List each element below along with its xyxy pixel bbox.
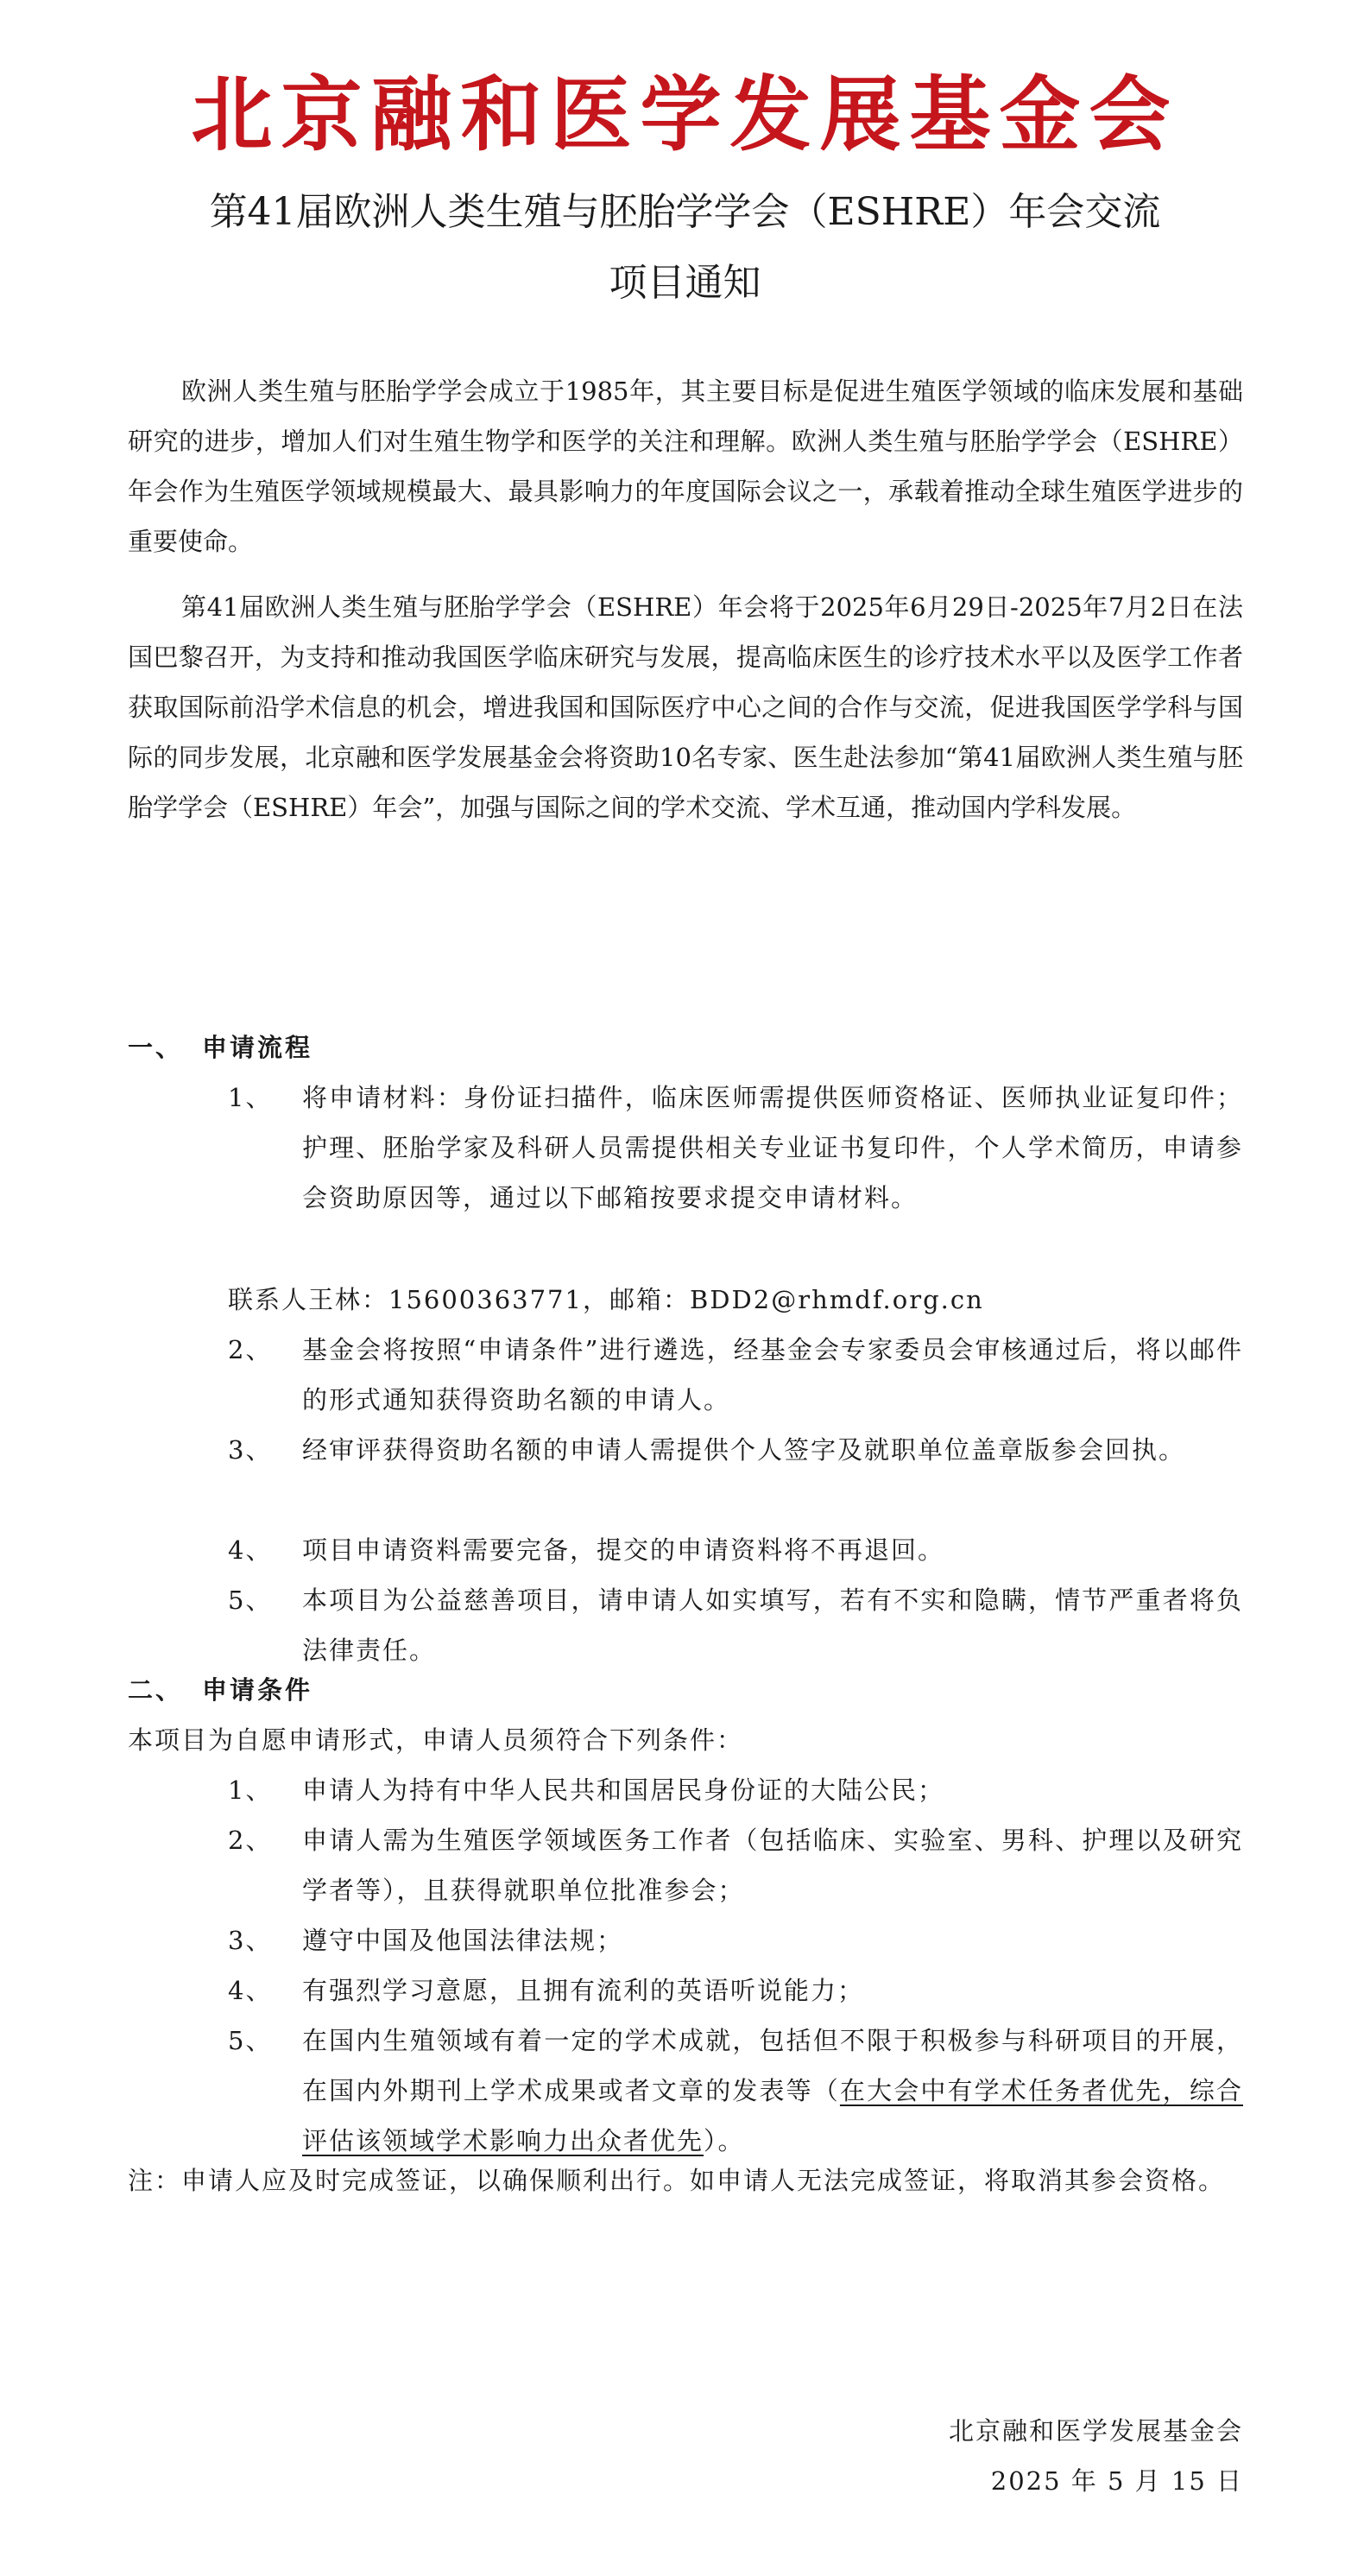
item-text-part: ）。 (704, 2126, 745, 2155)
list-item (228, 2016, 1243, 2166)
list-item (228, 1525, 1243, 1575)
item-number: 3、 (228, 1435, 273, 1465)
item-number: 4、 (228, 1535, 273, 1565)
section-heading-application-process (128, 1022, 313, 1073)
intro-paragraph-2: 第41届欧洲人类生殖与胚胎学学会（ESHRE）年会将于2025年6月29日-2025年7月2日在法国巴黎召开，为支持和推动我国医学临床研究与发展，提高临床医生的诊疗技术水平以及医学工作者获取国际前沿学术信息的机会，增进我国和国际医疗中心之间的合作与交流，促进我国医学学科与国际的同步发展，北京融和医学发展基金会将资助10名专家、医生赴法参加“第41届欧洲人类生殖与胚胎学学会（ESHRE）年会”，加强与国际之间的学术交流、学术互通，推动国内学科发展。 (128, 592, 1243, 822)
list-item (228, 1815, 1243, 1915)
section-title: 申请流程 (202, 1033, 313, 1062)
underlined-priority-text: 在大会中有学术任务者优先，综合评估该领域学术影响力出众者优先 (302, 2076, 1243, 2155)
item-text: 项目申请资料需要完备，提交的申请资料将不再退回。 (302, 1535, 945, 1565)
section-title: 申请条件 (202, 1675, 313, 1705)
list-item (228, 1965, 1243, 2016)
item-text: 遵守中国及他国法律法规； (302, 1926, 624, 1955)
list-item (228, 1765, 1243, 1815)
list-item (228, 1073, 1243, 1223)
item-number: 2、 (228, 1826, 273, 1855)
contact-line: 联系人王林：15600363771，邮箱：BDD2@rhmdf.org.cn (228, 1285, 984, 1314)
signature-org: 北京融和医学发展基金会 (948, 2416, 1243, 2446)
org-title: 北京融和医学发展基金会 (191, 67, 1179, 162)
item-text: 申请人为持有中华人民共和国居民身份证的大陆公民； (302, 1775, 945, 1805)
item-text: 将申请材料：身份证扫描件，临床医师需提供医师资格证、医师执业证复印件；护理、胚胎学家及科研人员需提供相关专业证书复印件，个人学术简历，申请参会资助原因等，通过以下邮箱按要求提交申请材料。 (302, 1083, 1243, 1212)
item-number: 1、 (228, 1775, 273, 1805)
item-number: 5、 (228, 2026, 273, 2055)
document-title: 第41届欧洲人类生殖与胚胎学学会（ESHRE）年会交流 (209, 190, 1161, 234)
item-text-part: 在国内生殖领域有着一定的学术成就，包括但不限于积极参与科研项目的开展，在国内外期刊上学术成果或者文章的发表等（ (302, 2026, 1243, 2105)
list-item (228, 1425, 1243, 1475)
list-item (228, 1325, 1243, 1425)
item-number: 3、 (228, 1926, 273, 1955)
item-number: 2、 (228, 1335, 273, 1364)
item-text: 本项目为公益慈善项目，请申请人如实填写，若有不实和隐瞒，情节严重者将负法律责任。 (302, 1585, 1243, 1665)
intro-paragraph-1: 欧洲人类生殖与胚胎学学会成立于1985年，其主要目标是促进生殖医学领域的临床发展和基础研究的进步，增加人们对生殖生物学和医学的关注和理解。欧洲人类生殖与胚胎学学会（ESHRE）年会作为生殖医学领域规模最大、最具影响力的年度国际会议之一，承载着推动全球生殖医学进步的重要使命。 (128, 377, 1243, 556)
section-heading-eligibility (128, 1665, 313, 1715)
section-number: 一、 (128, 1033, 184, 1062)
section-number: 二、 (128, 1675, 184, 1705)
item-number: 4、 (228, 1976, 273, 2005)
item-text: 申请人需为生殖医学领域医务工作者（包括临床、实验室、男科、护理以及研究学者等），且获得就职单位批准参会； (302, 1826, 1243, 1905)
item-text: 基金会将按照“申请条件”进行遴选，经基金会专家委员会审核通过后，将以邮件的形式通知获得资助名额的申请人。 (302, 1335, 1243, 1415)
eligibility-intro: 本项目为自愿申请形式，申请人员须符合下列条件： (128, 1725, 744, 1755)
signature-date: 2025 年 5 月 15 日 (990, 2466, 1243, 2496)
list-item (228, 1915, 1243, 1965)
item-number: 5、 (228, 1585, 273, 1615)
item-text: 有强烈学习意愿，且拥有流利的英语听说能力； (302, 1976, 865, 2005)
note: 注：申请人应及时完成签证，以确保顺利出行。如申请人无法完成签证，将取消其参会资格。 (128, 2166, 1226, 2195)
document-subtitle: 项目通知 (609, 261, 761, 305)
item-text (302, 2016, 1243, 2166)
item-text: 经审评获得资助名额的申请人需提供个人签字及就职单位盖章版参会回执。 (302, 1435, 1186, 1465)
list-item (228, 1575, 1243, 1675)
item-number: 1、 (228, 1083, 273, 1112)
